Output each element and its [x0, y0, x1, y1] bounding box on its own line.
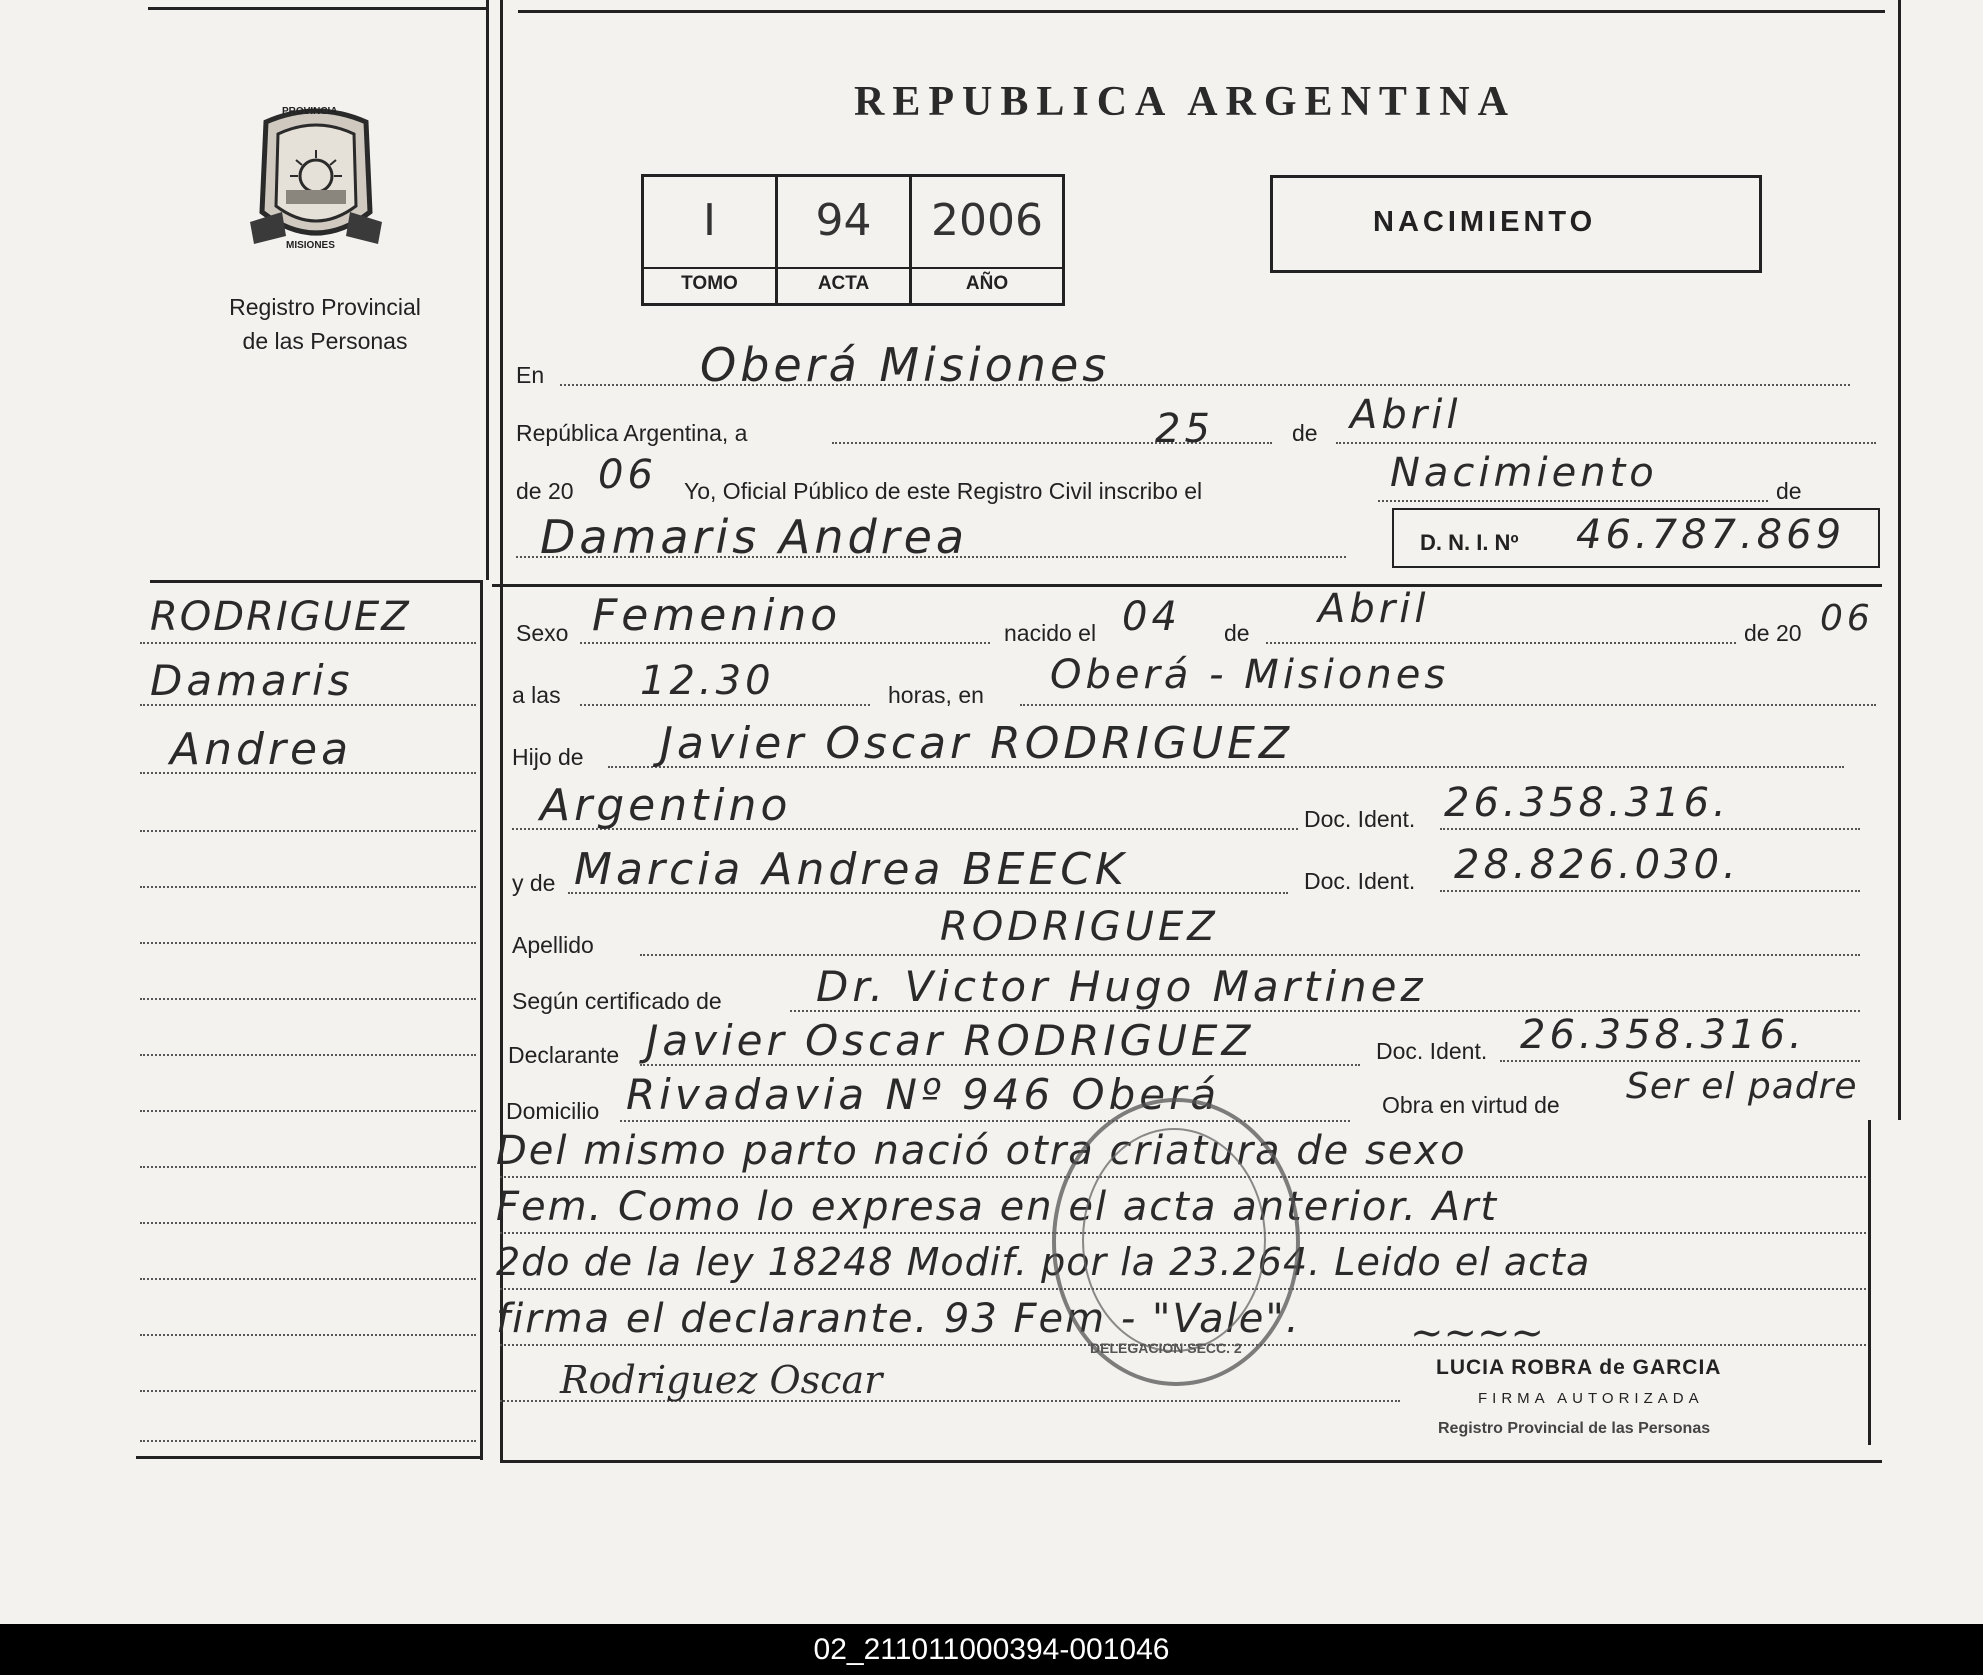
en-label: En [516, 362, 545, 388]
acta-cell [778, 195, 909, 246]
registry-line-1: Registro Provincial [229, 294, 421, 320]
notes-text-4: firma el declarante. 93 Fem - "Vale". [496, 1296, 1301, 1342]
tomo-value: I [703, 195, 716, 246]
declarant-signature: Rodriguez Oscar [560, 1358, 883, 1402]
sexo-label: Sexo [516, 620, 569, 646]
dni-value: 46.787.869 [1576, 512, 1846, 558]
notes-text-3: 2do de la ley 18248 Modif. por la 23.264. Leido el acta [496, 1240, 1591, 1284]
doc2-label: Doc. Ident. [1304, 868, 1416, 894]
ano-label-cell [912, 273, 1062, 295]
ano-label: AÑO [965, 273, 1009, 294]
margin-line-5 [140, 886, 476, 888]
sexo-value: Femenino [592, 590, 842, 641]
left-column-border-lower [480, 580, 483, 1460]
obra-label: Obra en virtud de [1382, 1092, 1560, 1118]
province-seal [246, 104, 386, 254]
notes-text-2: Fem. Como lo expresa en el acta anterior. Art [496, 1184, 1499, 1230]
apellido-label: Apellido [512, 932, 594, 958]
margin-line-11 [140, 1222, 476, 1224]
official-name: LUCIA ROBRA de GARCIA [1436, 1356, 1722, 1379]
father-nationality: Argentino [540, 780, 792, 831]
hour-line [580, 704, 870, 706]
republica-label: República Argentina, a [516, 420, 748, 446]
tomo-label-cell [644, 273, 775, 295]
birth-month: Abril [1318, 586, 1430, 632]
official-signature: ~~~~ [1410, 1310, 1545, 1356]
image-caption: 02_211011000394-001046 [0, 1624, 1983, 1675]
de2-label: de [1776, 478, 1802, 504]
birth-year-prefix: de 20 [1744, 620, 1802, 646]
en-value: Oberá Misiones [700, 338, 1111, 392]
acta-label-cell [778, 273, 909, 295]
inscribe-value: Nacimiento [1390, 450, 1658, 496]
mother-name: Marcia Andrea BEECK [574, 844, 1128, 895]
margin-middle-name: Andrea [170, 724, 353, 775]
domicilio-label: Domicilio [506, 1098, 600, 1124]
alas-label: a las [512, 682, 561, 708]
month-value: Abril [1350, 392, 1462, 438]
seal-bottom-text: MISIONES [286, 240, 335, 251]
de3-label: de [1224, 620, 1250, 646]
de-label: de [1292, 420, 1318, 446]
yde-label: y de [512, 870, 556, 896]
name-value: Damaris Andrea [540, 510, 969, 564]
year-suffix: 06 [598, 452, 657, 498]
registry-name [180, 290, 470, 358]
acta-label: ACTA [817, 273, 870, 294]
month-line [1336, 442, 1876, 444]
top-rule-left [148, 7, 488, 10]
official-role: FIRMA AUTORIZADA [1478, 1390, 1704, 1407]
acta-value: 94 [815, 195, 872, 246]
seal-top-text: PROVINCIA [282, 106, 338, 117]
mother-doc: 28.826.030. [1454, 842, 1740, 888]
birth-month-line [1266, 642, 1736, 644]
section-divider [492, 584, 1882, 587]
horas-label: horas, en [888, 682, 984, 708]
father-name: Javier Oscar RODRIGUEZ [660, 718, 1294, 769]
apellido-line [640, 954, 1860, 956]
day-value: 25 [1155, 406, 1214, 452]
apellido-value: RODRIGUEZ [940, 904, 1219, 950]
inscribe-line [1378, 500, 1768, 502]
ano-value: 2006 [931, 195, 1043, 246]
country-title: REPUBLICA ARGENTINA [854, 79, 1516, 125]
birth-place: Oberá - Misiones [1050, 652, 1450, 698]
segun-value: Dr. Victor Hugo Martinez [816, 962, 1427, 1011]
margin-line-15 [140, 1440, 476, 1442]
ano-cell [912, 195, 1062, 246]
margin-line-14 [140, 1390, 476, 1392]
father-doc: 26.358.316. [1444, 780, 1730, 826]
margin-line-13 [140, 1334, 476, 1336]
declarante-doc: 26.358.316. [1520, 1012, 1806, 1058]
margin-line-7 [140, 998, 476, 1000]
declarante-label: Declarante [508, 1042, 620, 1068]
volume-box [641, 174, 1065, 306]
doc3-label: Doc. Ident. [1376, 1038, 1488, 1064]
volume-label-rule [644, 267, 1062, 269]
delegation-stamp-inner [1082, 1128, 1266, 1352]
registry-line-2: de las Personas [242, 328, 408, 354]
nacido-label: nacido el [1004, 620, 1097, 646]
margin-line-6 [140, 942, 476, 944]
birth-place-line [1020, 704, 1876, 706]
mother-doc-line [1440, 890, 1860, 892]
margin-line-12 [140, 1278, 476, 1280]
main-bottom-rule [500, 1460, 1882, 1463]
doc1-label: Doc. Ident. [1304, 806, 1416, 832]
margin-surname: RODRIGUEZ [150, 594, 411, 640]
top-rule-right [518, 10, 1885, 13]
domicilio-value: Rivadavia Nº 946 Oberá [626, 1070, 1221, 1119]
left-bottom-rule [136, 1456, 482, 1459]
sexo-line [580, 642, 990, 644]
yo-text: Yo, Oficial Público de este Registro Civil inscribo el [684, 478, 1203, 504]
segun-label: Según certificado de [512, 988, 722, 1014]
hour-value: 12.30 [640, 658, 775, 704]
margin-line-10 [140, 1166, 476, 1168]
margin-line-9 [140, 1110, 476, 1112]
margin-first-name: Damaris [150, 656, 354, 705]
birth-day: 04 [1122, 594, 1181, 640]
father-doc-line [1440, 828, 1860, 830]
birth-year-suffix: 06 [1820, 598, 1874, 639]
dni-box [1392, 508, 1880, 568]
main-border-right [1898, 0, 1901, 1120]
obra-value: Ser el padre [1626, 1066, 1858, 1107]
declarante-doc-line [1500, 1060, 1860, 1062]
dni-label: D. N. I. Nº [1420, 530, 1519, 555]
declarante-value: Javier Oscar RODRIGUEZ [646, 1016, 1255, 1065]
margin-line-4 [140, 830, 476, 832]
tomo-label: TOMO [681, 273, 738, 294]
hijo-label: Hijo de [512, 744, 584, 770]
main-border-right-lower [1868, 1120, 1871, 1445]
year-prefix: de 20 [516, 478, 574, 504]
margin-line-8 [140, 1054, 476, 1056]
official-office: Registro Provincial de las Personas [1438, 1420, 1711, 1437]
margin-line-1 [140, 642, 476, 644]
delegation-stamp-text: DELEGACION SECC. 2 [1090, 1340, 1242, 1356]
left-column-border [486, 0, 489, 580]
margin-top-rule [150, 580, 482, 583]
notes-text-1: Del mismo parto nació otra criatura de sexo [496, 1128, 1467, 1174]
act-type-box [1270, 175, 1762, 273]
tomo-cell [644, 195, 775, 246]
act-type-label: NACIMIENTO [1373, 206, 1597, 238]
